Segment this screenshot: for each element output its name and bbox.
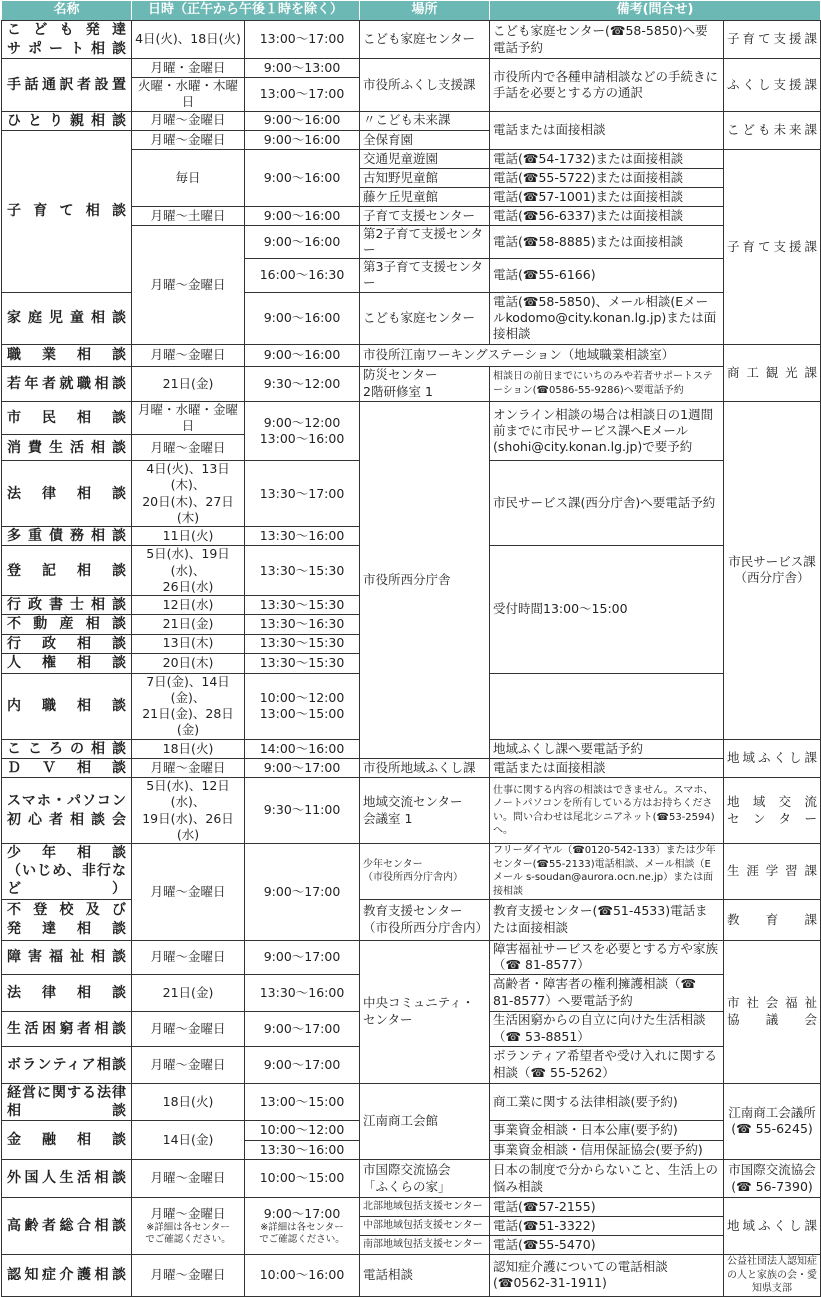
table-row: [2, 1160, 821, 1198]
detail-note: ※詳細は各センター でご確認ください。: [145, 1222, 231, 1246]
time-cell: 16:00～16:30: [245, 259, 360, 293]
date-cell: 月曜・金曜日: [132, 59, 245, 78]
place-cell: 中央コミュニティ・ センター: [360, 940, 490, 1083]
date-cell: 18日(火): [132, 739, 245, 758]
consultation-name: 職業相談: [2, 344, 132, 366]
consultation-name: 不動産相談: [2, 615, 132, 634]
time-cell: 9:00～17:00: [245, 758, 360, 777]
date-cell: 20日(木): [132, 653, 245, 673]
place-cell: 市役所ふくし支援課: [360, 59, 490, 112]
date-cell: 5日(水)、19日(水)、 26日(水): [132, 546, 245, 596]
date-cell: 月曜～金曜日: [132, 1255, 245, 1297]
consultation-name: スマホ・パソコン 初心者相談会: [2, 778, 132, 844]
remarks-cell: 商工業に関する法律相談(要予約): [490, 1083, 724, 1120]
consultation-name: 法律相談: [2, 974, 132, 1011]
time-cell: 9:30～11:00: [245, 778, 360, 844]
time-cell: 13:30～16:00: [245, 974, 360, 1011]
time-cell: 13:30～16:00: [245, 527, 360, 546]
consultation-name: こころの相談: [2, 739, 132, 758]
place-cell: 南部地域包括支援センター: [360, 1236, 490, 1255]
table-row: [2, 59, 821, 78]
remarks-cell: 仕事に関する内容の相談はできません。スマホ、ノートパソコンを所有している方はお持ちください。問い合わせは尾北シニアネット(☎53-2594)へ。: [490, 778, 724, 844]
remarks-cell: 受付時間13:00～15:00: [490, 546, 724, 673]
table-row: [2, 292, 821, 344]
consultation-name: 金融相談: [2, 1121, 132, 1160]
time-cell: 9:00～16:00: [245, 344, 360, 366]
place-cell: 電話相談: [360, 1255, 490, 1297]
table-row: [2, 940, 821, 974]
remarks-cell: こども家庭センター(☎58-5850)へ要電話予約: [490, 21, 724, 59]
department-cell: 市社会福祉 協議会: [724, 940, 821, 1083]
place-cell: 市役所江南ワーキングステーション（地域職業相談室）: [360, 344, 724, 366]
consultation-name: こども発達 サポート相談: [2, 21, 132, 59]
table-row: [2, 844, 821, 900]
time-cell: 13:30～15:30: [245, 596, 360, 615]
consultation-name: ＤＶ相談: [2, 758, 132, 777]
table-row: [2, 401, 821, 435]
time-cell: 13:30～16:30: [245, 615, 360, 634]
place-cell: 地域交流センター 会議室 1: [360, 778, 490, 844]
place-cell: 交通児童遊園: [360, 149, 490, 168]
date-cell: 5日(水)、12日(水)、 19日(水)、26日(水): [132, 778, 245, 844]
date-cell: 14日(金): [132, 1121, 245, 1160]
remarks-cell: 電話または面接相談: [490, 758, 724, 777]
time-cell: 9:00～16:00: [245, 130, 360, 149]
time-cell: 10:00～12:00 13:00～15:00: [245, 673, 360, 739]
date-cell: 火曜・水曜・木曜日: [132, 78, 245, 112]
consultation-name: 子育て相談: [2, 130, 132, 292]
table-row: [2, 111, 821, 130]
date-cell: 21日(金): [132, 974, 245, 1011]
time-cell: 9:00～16:00: [245, 206, 360, 225]
remarks-cell: 市民サービス課(西分庁舎)へ要電話予約: [490, 461, 724, 546]
consultation-name: 法律相談: [2, 461, 132, 527]
table-row: [2, 366, 821, 401]
department-cell: こども未来課: [724, 111, 821, 149]
date-cell: 21日(金): [132, 366, 245, 401]
remarks-cell: フリーダイヤル（☎0120-542-133）または少年センター(☎55-2133)電話相談、メール相談（Eメール s-soudan@aurora.ocn.ne.jp）または面接相談: [490, 844, 724, 900]
department-cell: ふくし支援課: [724, 59, 821, 112]
place-cell: こども家庭センター: [360, 21, 490, 59]
consultation-name: 生活困窮者相談: [2, 1011, 132, 1046]
remarks-cell: 市役所内で各種申請相談などの手続きに手話を必要とする方の通訳: [490, 59, 724, 112]
date-cell: 月曜～金曜日: [132, 1046, 245, 1083]
remarks-cell: 日本の制度で分からないこと、生活上の悩み相談: [490, 1160, 724, 1198]
date-cell: 月曜～金曜日 ※詳細は各センター でご確認ください。: [132, 1198, 245, 1255]
date-cell: 月曜～金曜日: [132, 130, 245, 149]
consultation-name: 認知症介護相談: [2, 1255, 132, 1297]
remarks-cell: 教育支援センター(☎51-4533)電話または面接相談: [490, 899, 724, 940]
department-cell: 公益社団法人認知症の人と家族の会・愛知県支部: [724, 1255, 821, 1297]
time-cell: 13:00～17:00: [245, 78, 360, 112]
date-cell: 11日(火): [132, 527, 245, 546]
place-cell: 第3子育て支援センター: [360, 259, 490, 293]
place-cell: 第2子育て支援センター: [360, 225, 490, 259]
table-row: [2, 344, 821, 366]
consultation-name: 行政相談: [2, 634, 132, 653]
remarks-cell: 地域ふくし課へ要電話予約: [490, 739, 724, 758]
date-cell: 月曜・水曜・金曜日: [132, 401, 245, 435]
remarks-cell: 相談日の前日までにいちのみや若者サポートステーション(☎0586-55-9286)へ要電話予約: [490, 366, 724, 401]
department-cell: 地域ふくし課: [724, 1198, 821, 1255]
time-cell: 10:00～12:00: [245, 1121, 360, 1141]
department-cell: 子育て支援課: [724, 149, 821, 344]
department-cell: 市民サービス課 （西分庁舎）: [724, 401, 821, 739]
time-cell: 13:30～16:00: [245, 1141, 360, 1160]
place-cell: 全保育園: [360, 130, 490, 149]
time-cell: 10:00～15:00: [245, 1160, 360, 1198]
date-cell: 4日(火)、18日(火): [132, 21, 245, 59]
time-cell: 9:00～17:00: [245, 1046, 360, 1083]
consultation-name: 手話通訳者設置: [2, 59, 132, 112]
detail-note: ※詳細は各センター でご確認ください。: [259, 1222, 345, 1246]
place-cell: 防災センター 2階研修室 1: [360, 366, 490, 401]
consultation-name: ボランティア相談: [2, 1046, 132, 1083]
place-cell: 少年センター （市役所西分庁舎内）: [360, 844, 490, 900]
department-cell: 子育て支援課: [724, 21, 821, 59]
remarks-cell: [490, 673, 724, 739]
time-cell: 10:00～16:00: [245, 1255, 360, 1297]
consultation-name: 経営に関する法律相談: [2, 1083, 132, 1120]
table-row: [2, 758, 821, 777]
place-cell: 北部地域包括支援センター: [360, 1198, 490, 1217]
remarks-cell: 障害福祉サービスを必要とする方や家族（☎ 81-8577）: [490, 940, 724, 974]
time-cell: 9:00～16:00: [245, 149, 360, 206]
remarks-cell: ボランティア希望者や受け入れに関する相談（☎ 55-5262）: [490, 1046, 724, 1083]
header-datetime: 日時（正午から午後１時を除く）: [132, 1, 360, 21]
consultation-name: 高齢者総合相談: [2, 1198, 132, 1255]
header-name: 名称: [2, 1, 132, 21]
place-cell: 藤ケ丘児童館: [360, 187, 490, 206]
date-cell: 毎日: [132, 149, 245, 206]
time-cell: 13:30～15:30: [245, 546, 360, 596]
time-cell: 13:30～15:30: [245, 653, 360, 673]
place-cell: 中部地域包括支援センター: [360, 1217, 490, 1236]
remarks-cell: 電話または面接相談: [490, 111, 724, 149]
department-cell: 地域ふくし課: [724, 739, 821, 777]
consultation-name: 家庭児童相談: [2, 292, 132, 344]
date-cell: 月曜～金曜日: [132, 940, 245, 974]
table-row: [2, 1255, 821, 1297]
table-row: [2, 899, 821, 940]
date-cell: 月曜～金曜日: [132, 1011, 245, 1046]
consultation-name: 若年者就職相談: [2, 366, 132, 401]
date-cell: 月曜～土曜日: [132, 206, 245, 225]
time-cell: 9:00～16:00: [245, 225, 360, 259]
date-cell: 12日(水): [132, 596, 245, 615]
table-row: [2, 1083, 821, 1120]
consultation-name: 多重債務相談: [2, 527, 132, 546]
table-header-row: [2, 1, 821, 21]
department-cell: 地域交流 センター: [724, 778, 821, 844]
header-place: 場所: [360, 1, 490, 21]
time-cell: 9:00～13:00: [245, 59, 360, 78]
remarks-cell: 認知症介護についての電話相談(☎0562-31-1911): [490, 1255, 724, 1297]
consultation-name: 行政書士相談: [2, 596, 132, 615]
time-cell: 9:00～17:00: [245, 844, 360, 941]
consultation-name: 市民相談: [2, 401, 132, 435]
remarks-cell: 電話(☎55-5722)または面接相談: [490, 168, 724, 187]
time-cell: 9:00～16:00: [245, 292, 360, 344]
date-cell: 月曜～金曜日: [132, 344, 245, 366]
remarks-cell: 電話(☎54-1732)または面接相談: [490, 149, 724, 168]
place-cell: 江南商工会館: [360, 1083, 490, 1159]
time-cell: 9:00～17:00: [245, 940, 360, 974]
consultation-name: 人権相談: [2, 653, 132, 673]
place-cell: 市役所西分庁舎: [360, 401, 490, 758]
time-cell: 9:30～12:00: [245, 366, 360, 401]
department-cell: 市国際交流協会 (☎ 56-7390): [724, 1160, 821, 1198]
date-cell: 月曜～金曜日: [132, 844, 245, 941]
consultation-name: 障害福祉相談: [2, 940, 132, 974]
table-body: [2, 21, 821, 1297]
date-cell: 月曜～金曜日: [132, 435, 245, 461]
table-row: [2, 778, 821, 844]
remarks-cell: 高齢者・障害者の権利擁護相談（☎ 81-8577）へ要電話予約: [490, 974, 724, 1011]
date-cell: 月曜～金曜日: [132, 225, 245, 344]
table-row: [2, 21, 821, 59]
time-cell: 13:30～17:00: [245, 461, 360, 527]
time-cell: 9:00～17:00 ※詳細は各センター でご確認ください。: [245, 1198, 360, 1255]
time-cell: 9:00～16:00: [245, 111, 360, 130]
consultation-name: ひとり親相談: [2, 111, 132, 130]
consultation-name: 外国人生活相談: [2, 1160, 132, 1198]
remarks-cell: 事業資金相談・信用保証協会(要予約): [490, 1141, 724, 1160]
remarks-cell: 電話(☎55-6166): [490, 259, 724, 293]
date-cell: 18日(火): [132, 1083, 245, 1120]
consultation-name: 登記相談: [2, 546, 132, 596]
remarks-cell: 電話(☎55-5470): [490, 1236, 724, 1255]
department-cell: 商工観光課: [724, 344, 821, 401]
consultation-name: 不登校及び 発達相談: [2, 899, 132, 940]
time-cell: 13:00～17:00: [245, 21, 360, 59]
department-cell: 生涯学習課: [724, 844, 821, 900]
place-cell: 市役所地域ふくし課: [360, 758, 490, 777]
remarks-cell: 電話(☎57-2155): [490, 1198, 724, 1217]
consultation-schedule-table: [1, 0, 821, 1297]
time-cell: 13:00～15:00: [245, 1083, 360, 1120]
date-cell: 4日(火)、13日(木)、 20日(木)、27日(木): [132, 461, 245, 527]
table-row: [2, 1198, 821, 1217]
consultation-name: 少年相談 （いじめ、非行など）: [2, 844, 132, 900]
time-cell: 14:00～16:00: [245, 739, 360, 758]
remarks-cell: 電話(☎56-6337)または面接相談: [490, 206, 724, 225]
consultation-name: 消費生活相談: [2, 435, 132, 461]
date-cell: 月曜～金曜日: [132, 758, 245, 777]
date-cell: 月曜～金曜日: [132, 111, 245, 130]
remarks-cell: 電話(☎51-3322): [490, 1217, 724, 1236]
place-cell: 子育て支援センター: [360, 206, 490, 225]
place-cell: 市国際交流協会 「ふくらの家」: [360, 1160, 490, 1198]
department-cell: 教育課: [724, 899, 821, 940]
remarks-cell: 電話(☎58-8885)または面接相談: [490, 225, 724, 259]
time-cell: 13:30～15:30: [245, 634, 360, 653]
time-cell: 9:00～17:00: [245, 1011, 360, 1046]
header-remarks: 備考(問合せ): [490, 1, 821, 21]
date-cell: 21日(金): [132, 615, 245, 634]
remarks-cell: 事業資金相談・日本公庫(要予約): [490, 1121, 724, 1141]
place-cell: 古知野児童館: [360, 168, 490, 187]
date-cell: 7日(金)、14日(金)、 21日(金)、28日(金): [132, 673, 245, 739]
remarks-cell: 電話(☎57-1001)または面接相談: [490, 187, 724, 206]
consultation-name: 内職相談: [2, 673, 132, 739]
date-cell: 月曜～金曜日: [132, 1160, 245, 1198]
time-cell: 9:00～12:00 13:00～16:00: [245, 401, 360, 461]
department-cell: 江南商工会議所 (☎ 55-6245): [724, 1083, 821, 1159]
place-cell: 〃こども未来課: [360, 111, 490, 130]
place-cell: こども家庭センター: [360, 292, 490, 344]
remarks-cell: 電話(☎58-5850)、メール相談(Eメールkodomo@city.konan.lg.jp)または面接相談: [490, 292, 724, 344]
place-cell: 教育支援センター （市役所西分庁舎内）: [360, 899, 490, 940]
remarks-cell: 生活困窮からの自立に向けた生活相談（☎ 53-8851）: [490, 1011, 724, 1046]
remarks-cell: オンライン相談の場合は相談日の1週間前までに市民サービス課へEメール(shohi@city.konan.lg.jp)で要予約: [490, 401, 724, 461]
date-cell: 13日(木): [132, 634, 245, 653]
